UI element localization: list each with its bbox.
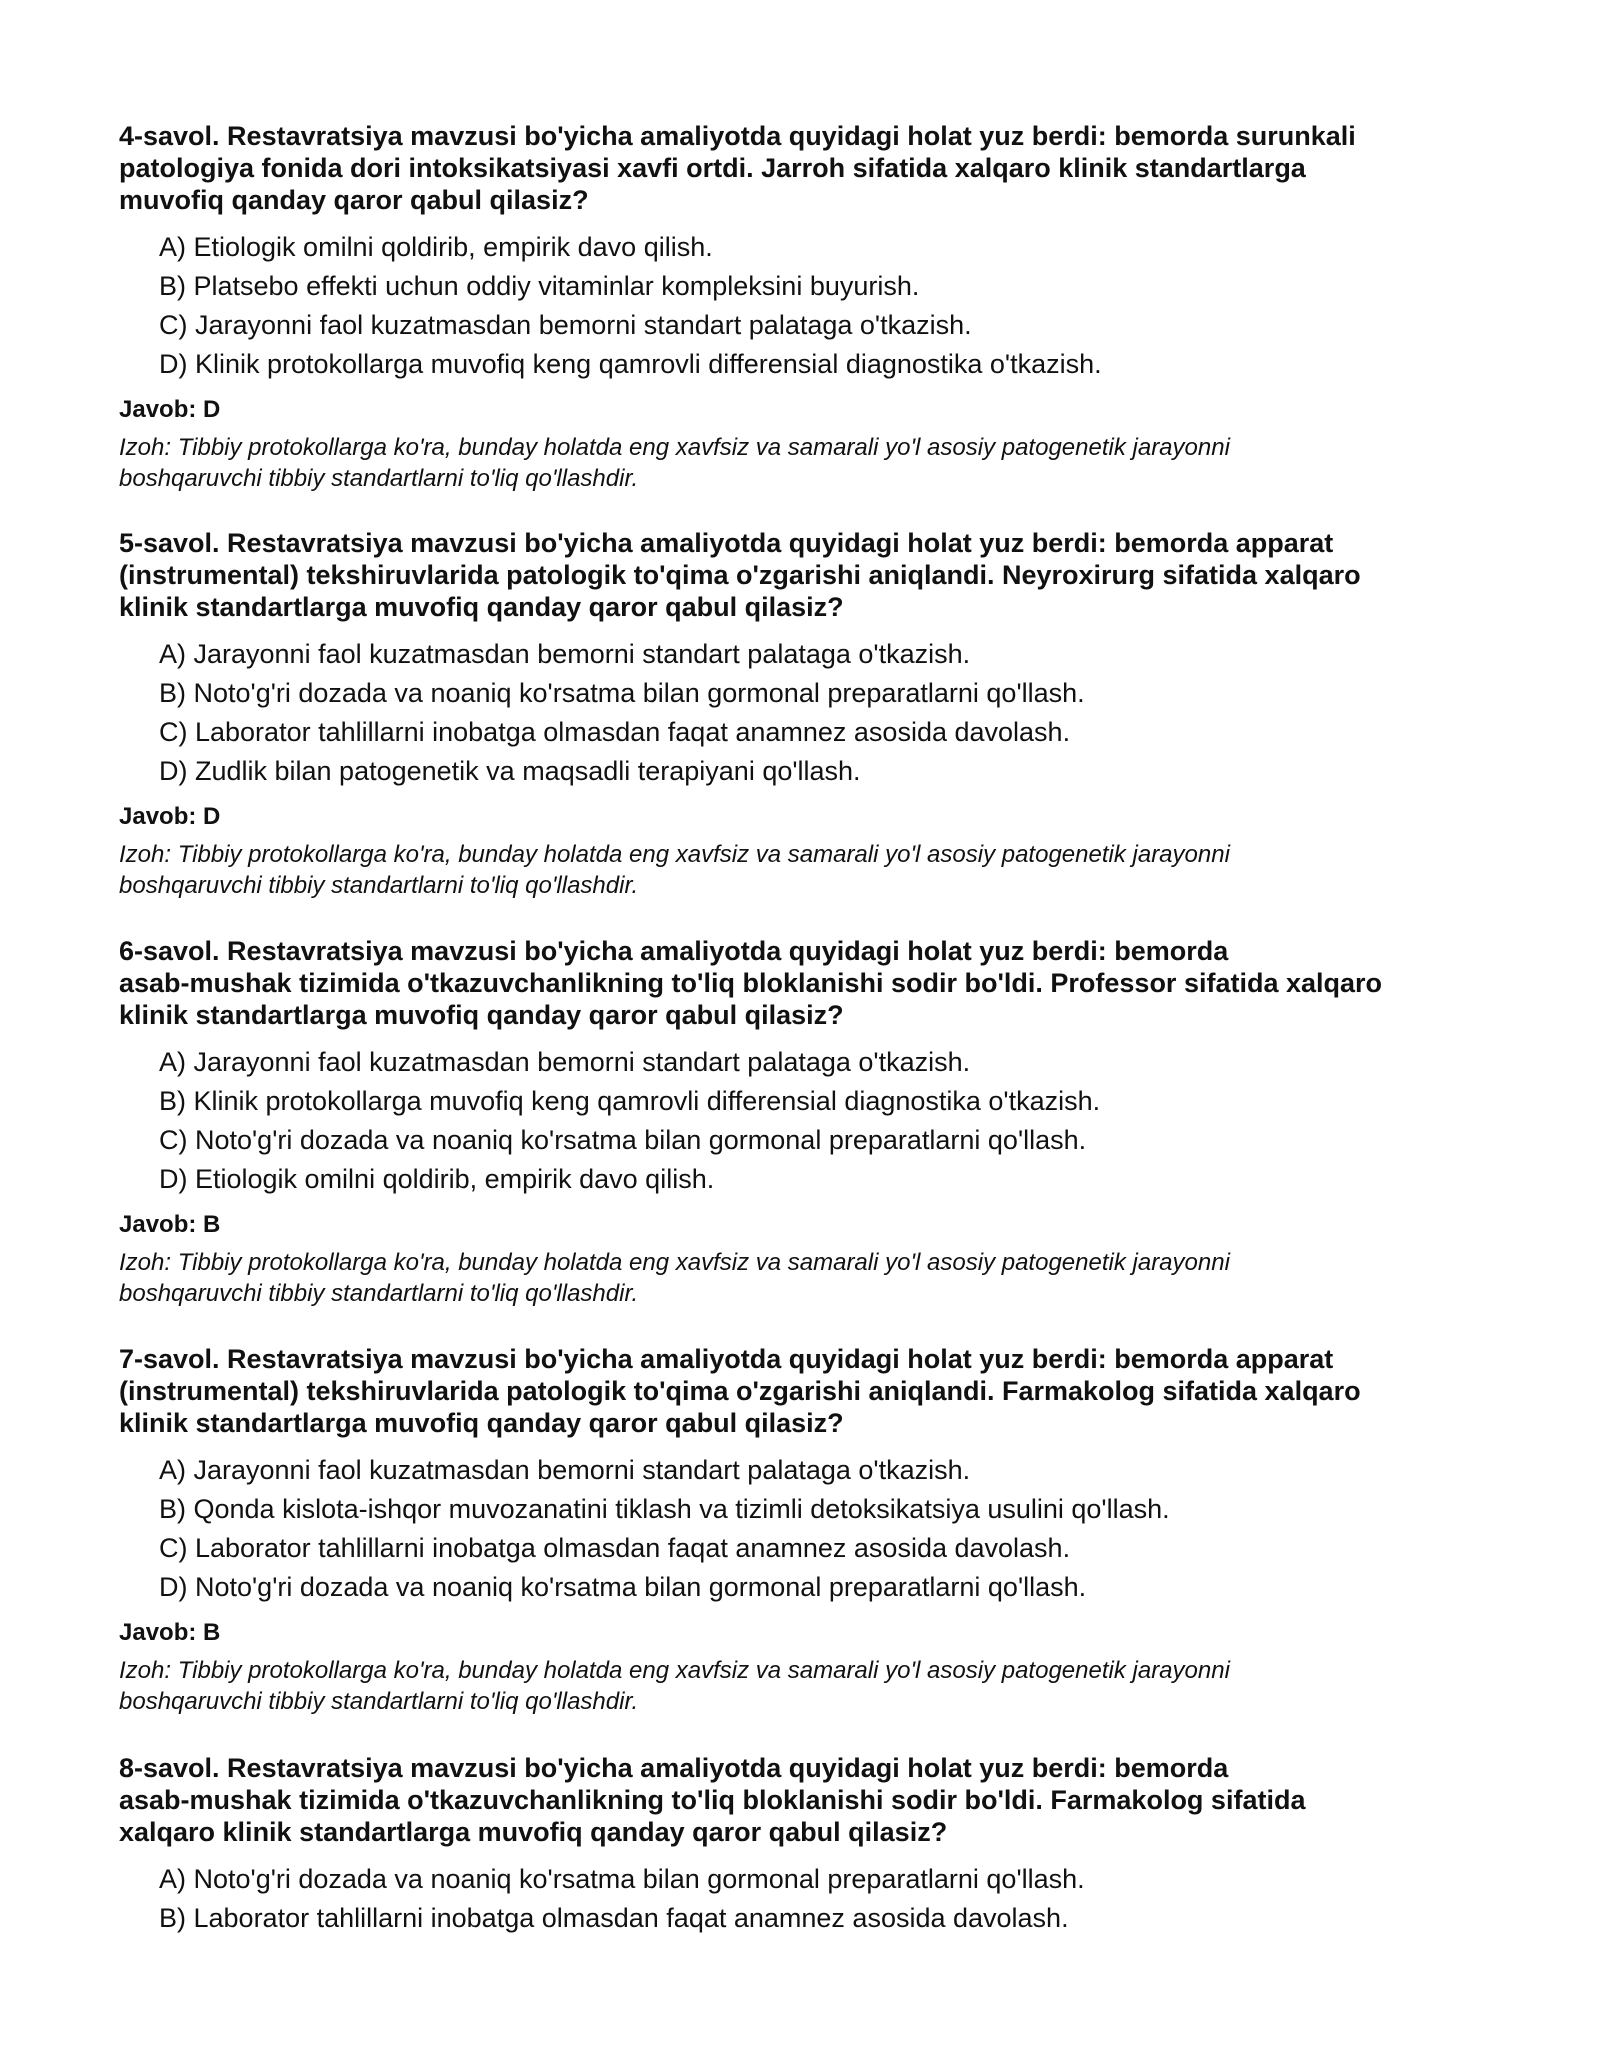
option-d: D) Klinik protokollarga muvofiq keng qamrovli differensial diagnostika o'tkazish. xyxy=(159,349,1102,379)
explanation-note: Izoh: Tibbiy protokollarga ko'ra, bunday holatda eng xavfsiz va samarali yo'l asosiy patogenetik jarayonni boshqaruvchi tibbiy standartlarni to'liq qo'llashdir. xyxy=(119,1657,1230,1715)
question-text: 5-savol. Restavratsiya mavzusi bo'yicha amaliyotda quyidagi holat yuz berdi: bemorda apparat (instrumental) tekshiruvlarida patologik to'qima o'zgarishi aniqlandi. Neyroxirurg sifatida xalqaro klinik standartlarga muvofiq qanday qaror qabul qilasiz? xyxy=(119,528,1361,622)
question-block xyxy=(119,120,1499,494)
answer-label: Javob: B xyxy=(119,1211,221,1238)
option-a: A) Jarayonni faol kuzatmasdan bemorni standart palataga o'tkazish. xyxy=(159,639,971,669)
answer-options xyxy=(159,1451,1499,1607)
question-block xyxy=(119,527,1499,901)
option-a: A) Jarayonni faol kuzatmasdan bemorni standart palataga o'tkazish. xyxy=(159,1047,971,1077)
option-b: B) Laborator tahlillarni inobatga olmasdan faqat anamnez asosida davolash. xyxy=(159,1903,1069,1933)
answer-label: Javob: B xyxy=(119,1619,221,1646)
question-text: 8-savol. Restavratsiya mavzusi bo'yicha amaliyotda quyidagi holat yuz berdi: bemorda asab-mushak tizimida o'tkazuvchanlikning to'liq bloklanishi sodir bo'ldi. Farmakolog sifatida xalqaro klinik standartlarga muvofiq qanday qaror qabul qilasiz? xyxy=(119,1753,1306,1847)
question-block xyxy=(119,935,1499,1309)
option-b: B) Platsebo effekti uchun oddiy vitaminlar kompleksini buyurish. xyxy=(159,271,920,301)
explanation-note: Izoh: Tibbiy protokollarga ko'ra, bunday holatda eng xavfsiz va samarali yo'l asosiy patogenetik jarayonni boshqaruvchi tibbiy standartlarni to'liq qo'llashdir. xyxy=(119,1249,1230,1307)
explanation-note: Izoh: Tibbiy protokollarga ko'ra, bunday holatda eng xavfsiz va samarali yo'l asosiy patogenetik jarayonni boshqaruvchi tibbiy standartlarni to'liq qo'llashdir. xyxy=(119,434,1230,492)
option-c: C) Laborator tahlillarni inobatga olmasdan faqat anamnez asosida davolash. xyxy=(159,1533,1071,1563)
option-c: C) Laborator tahlillarni inobatga olmasdan faqat anamnez asosida davolash. xyxy=(159,717,1071,747)
option-b: B) Qonda kislota-ishqor muvozanatini tiklash va tizimli detoksikatsiya usulini qo'llash. xyxy=(159,1494,1170,1524)
option-b: B) Noto'g'ri dozada va noaniq ko'rsatma bilan gormonal preparatlarni qo'llash. xyxy=(159,678,1085,708)
option-c: C) Jarayonni faol kuzatmasdan bemorni standart palataga o'tkazish. xyxy=(159,310,972,340)
option-d: D) Noto'g'ri dozada va noaniq ko'rsatma bilan gormonal preparatlarni qo'llash. xyxy=(159,1572,1087,1602)
option-c: C) Noto'g'ri dozada va noaniq ko'rsatma bilan gormonal preparatlarni qo'llash. xyxy=(159,1125,1087,1155)
answer-options xyxy=(159,1043,1499,1199)
answer-label: Javob: D xyxy=(119,803,221,830)
option-b: B) Klinik protokollarga muvofiq keng qamrovli differensial diagnostika o'tkazish. xyxy=(159,1086,1101,1116)
answer-options xyxy=(159,1860,1499,1938)
answer-options xyxy=(159,635,1499,791)
question-text: 7-savol. Restavratsiya mavzusi bo'yicha amaliyotda quyidagi holat yuz berdi: bemorda apparat (instrumental) tekshiruvlarida patologik to'qima o'zgarishi aniqlandi. Farmakolog sifatida xalqaro klinik standartlarga muvofiq qanday qaror qabul qilasiz? xyxy=(119,1344,1361,1438)
answer-label: Javob: D xyxy=(119,396,221,423)
answer-options xyxy=(159,228,1499,384)
option-a: A) Jarayonni faol kuzatmasdan bemorni standart palataga o'tkazish. xyxy=(159,1455,971,1485)
question-text: 6-savol. Restavratsiya mavzusi bo'yicha amaliyotda quyidagi holat yuz berdi: bemorda asab-mushak tizimida o'tkazuvchanlikning to'liq bloklanishi sodir bo'ldi. Professor sifatida xalqaro klinik standartlarga muvofiq qanday qaror qabul qilasiz? xyxy=(119,936,1383,1030)
question-block xyxy=(119,1343,1499,1717)
question-block xyxy=(119,1752,1499,1938)
explanation-note: Izoh: Tibbiy protokollarga ko'ra, bunday holatda eng xavfsiz va samarali yo'l asosiy patogenetik jarayonni boshqaruvchi tibbiy standartlarni to'liq qo'llashdir. xyxy=(119,841,1230,899)
option-d: D) Zudlik bilan patogenetik va maqsadli terapiyani qo'llash. xyxy=(159,756,861,786)
option-a: A) Noto'g'ri dozada va noaniq ko'rsatma bilan gormonal preparatlarni qo'llash. xyxy=(159,1864,1085,1894)
question-text: 4-savol. Restavratsiya mavzusi bo'yicha amaliyotda quyidagi holat yuz berdi: bemorda surunkali patologiya fonida dori intoksikatsiyasi xavfi ortdi. Jarroh sifatida xalqaro klinik standartlarga muvofiq qanday qaror qabul qilasiz? xyxy=(119,121,1356,215)
option-d: D) Etiologik omilni qoldirib, empirik davo qilish. xyxy=(159,1164,715,1194)
option-a: A) Etiologik omilni qoldirib, empirik davo qilish. xyxy=(159,232,713,262)
